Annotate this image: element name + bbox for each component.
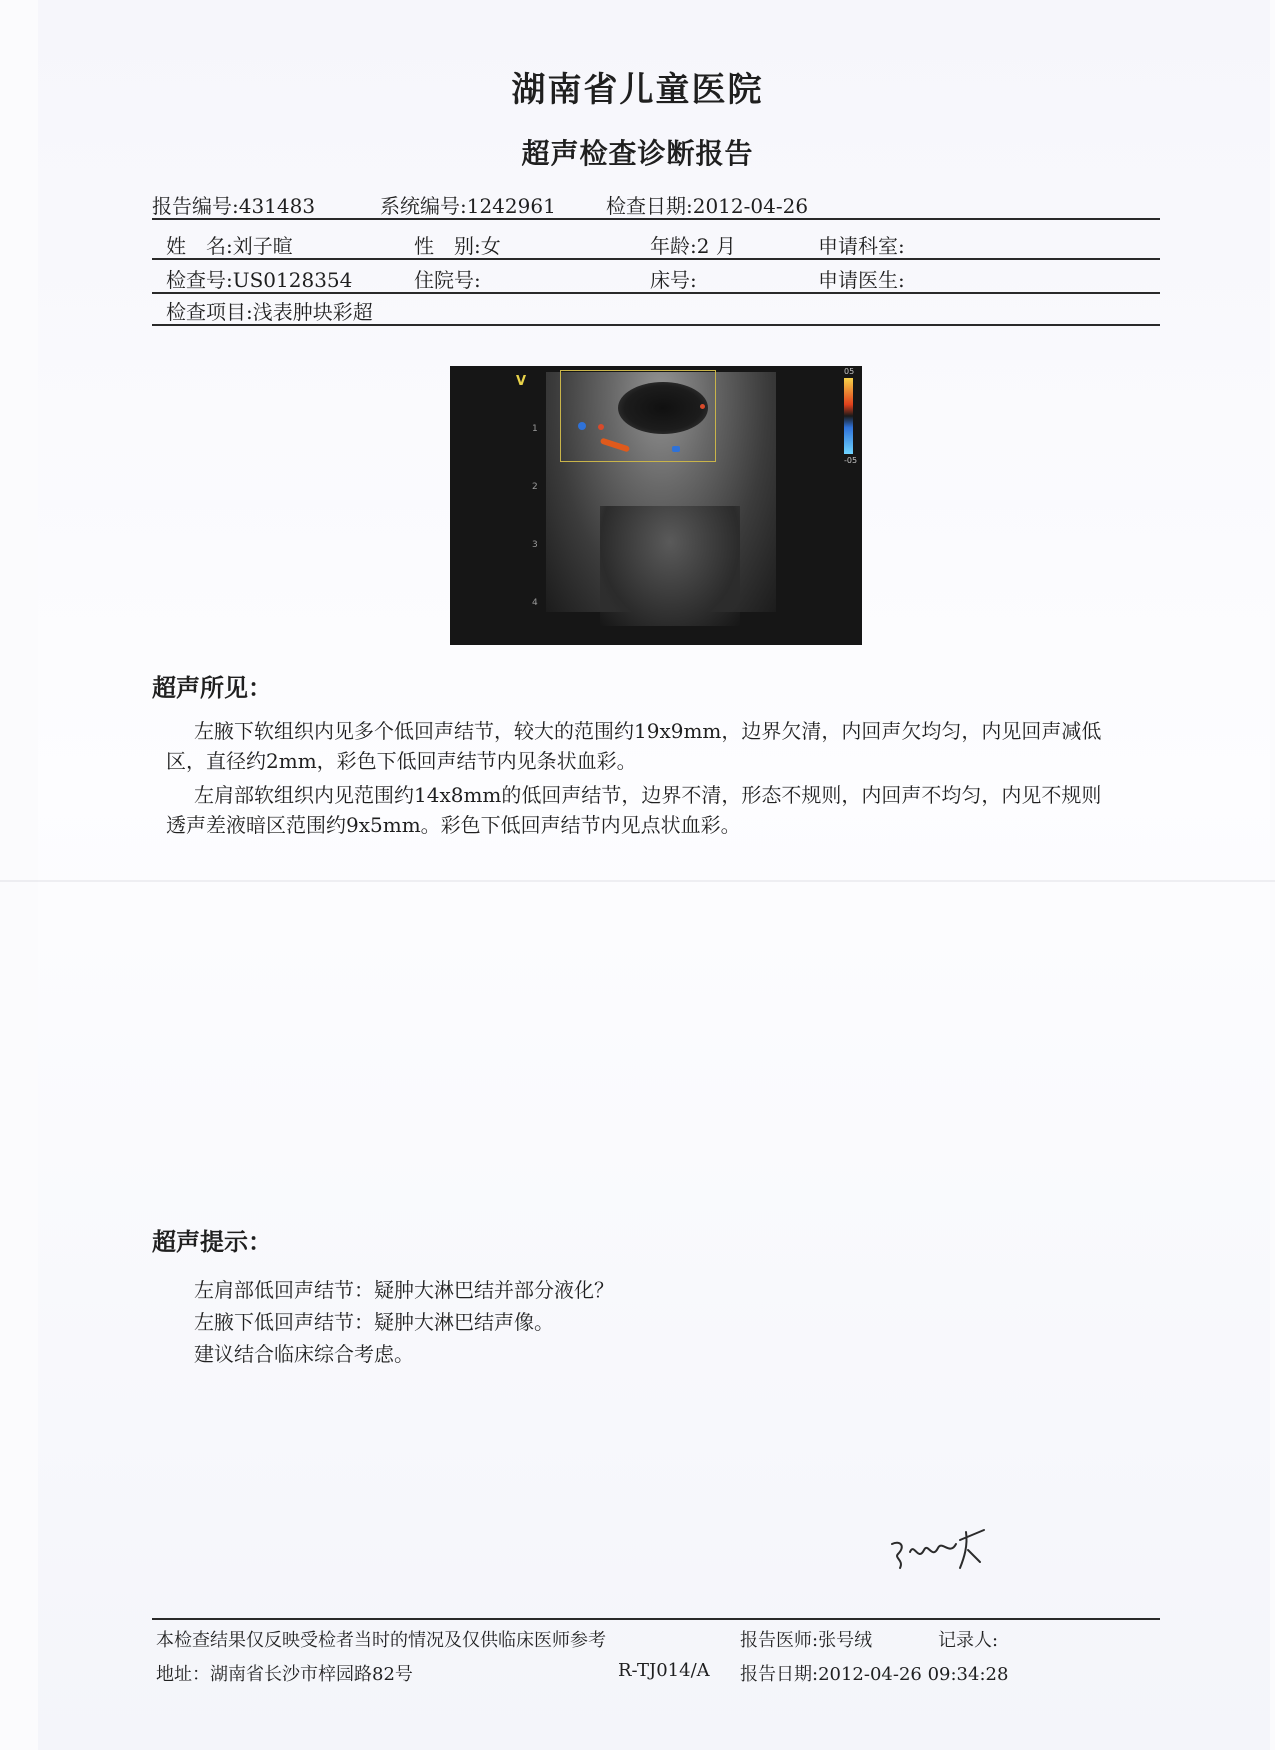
depth-tick: 2: [532, 482, 538, 492]
report-number: 报告编号:431483: [152, 194, 316, 218]
exam-date: 检查日期:2012-04-26: [606, 194, 809, 218]
hospital-name: 湖南省儿童医院: [511, 70, 764, 110]
doppler-color-scale: [844, 378, 853, 454]
divider: [152, 324, 1160, 326]
exam-number: 检查号:US0128354: [166, 268, 353, 292]
divider: [152, 292, 1160, 294]
findings-paragraph: 左肩部软组织内见范围约14x8mm的低回声结节，边界不清，形态不规则，内回声不均匀，内见不规则透声差液暗区范围约9x5mm。彩色下低回声结节内见点状血彩。: [166, 783, 1102, 837]
depth-tick: 1: [532, 424, 538, 434]
inpatient-number: 住院号:: [414, 268, 481, 292]
patient-age: 年龄:2 月: [650, 234, 736, 258]
form-code: R-TJ014/A: [618, 1660, 710, 1681]
divider: [152, 218, 1160, 220]
doppler-flow-signal: [578, 422, 586, 430]
divider: [152, 258, 1160, 260]
doppler-roi-box: [560, 370, 716, 462]
doppler-flow-signal: [672, 446, 680, 452]
depth-tick: 4: [532, 598, 538, 608]
color-scale-top-label: 05: [844, 367, 855, 376]
depth-tick: 3: [532, 540, 538, 550]
patient-name: 姓 名:刘子暄: [166, 234, 293, 258]
report-date: 报告日期:2012-04-26 09:34:28: [740, 1664, 1009, 1685]
impression-line: 左腋下低回声结节：疑肿大淋巴结声像。: [194, 1310, 554, 1334]
recorder: 记录人:: [938, 1630, 999, 1651]
doctor-signature: [880, 1522, 1000, 1582]
impression-line: 左肩部低回声结节：疑肿大淋巴结并部分液化？: [194, 1278, 614, 1302]
findings-heading: 超声所见：: [152, 673, 272, 702]
probe-marker: V: [516, 374, 527, 389]
footer-divider: [152, 1618, 1160, 1620]
bed-number: 床号:: [650, 268, 697, 292]
exam-item: 检查项目:浅表肿块彩超: [166, 300, 373, 324]
ultrasound-image: [450, 366, 862, 645]
report-title: 超声检查诊断报告: [521, 137, 754, 170]
ultrasound-deep-tissue: [600, 506, 740, 626]
impression-heading: 超声提示：: [152, 1227, 272, 1256]
report-paper: [38, 0, 1270, 1750]
system-number: 系统编号:1242961: [380, 194, 556, 218]
requesting-department: 申请科室:: [818, 234, 905, 258]
hospital-address: 地址：湖南省长沙市梓园路82号: [156, 1664, 413, 1685]
patient-sex: 性 别:女: [414, 234, 501, 258]
impression-line: 建议结合临床综合考虑。: [194, 1342, 414, 1366]
report-doctor: 报告医师:张号绒: [740, 1630, 873, 1651]
disclaimer: 本检查结果仅反映受检者当时的情况及仅供临床医师参考: [156, 1630, 606, 1651]
doppler-flow-signal: [700, 404, 705, 409]
findings-paragraph: 左腋下软组织内见多个低回声结节，较大的范围约19x9mm，边界欠清，内回声欠均匀，内见回声减低区，直径约2mm，彩色下低回声结节内见条状血彩。: [166, 719, 1102, 773]
doppler-flow-signal: [598, 424, 604, 430]
color-scale-bottom-label: -05: [844, 456, 858, 465]
paper-fold-line: [0, 880, 1275, 882]
requesting-doctor: 申请医生:: [818, 268, 905, 292]
